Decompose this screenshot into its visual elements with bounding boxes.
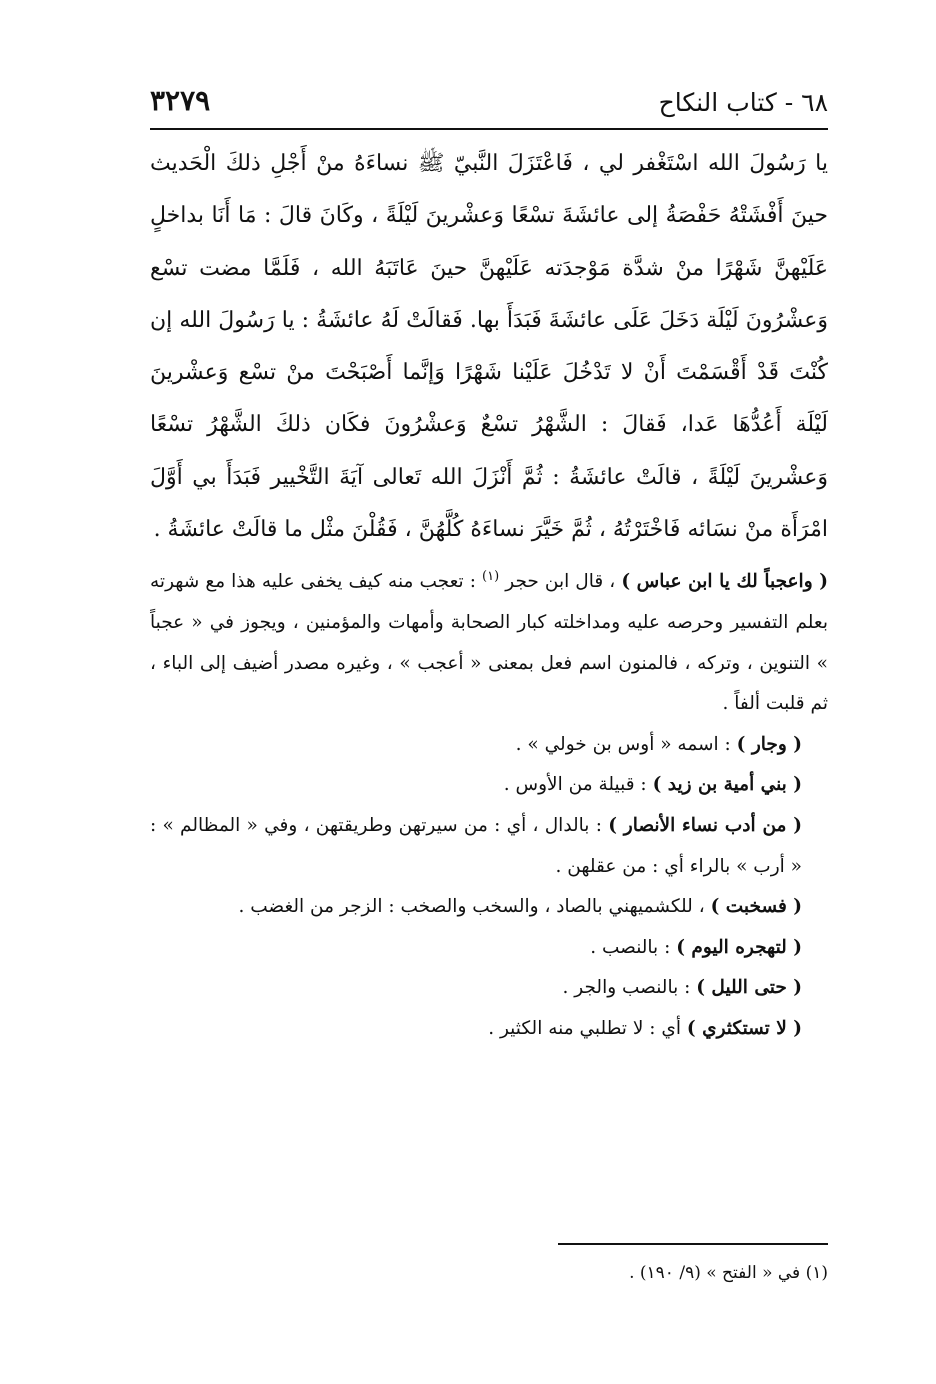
note-1 xyxy=(150,562,828,724)
note-text: : بالدال ، أي : من سيرتهن وطريقتهن ، وفي « المظالم » : « أرب » بالراء أي : من عقلهن . xyxy=(150,814,802,877)
note-5 xyxy=(150,887,828,928)
note-term: ( لتهجره اليوم ) xyxy=(676,936,802,958)
note-text: : تعجب منه كيف يخفى عليه هذا مع شهرته بعلم التفسير وحرصه عليه ومداخلته كبار الصحابة وأمهات والمؤمنين ، ويجوز في « عجباً » التنوين ، وتركه ، فالمنون اسم فعل بمعنى « أعجب » ، وغيره مصدر أضيف إلى الباء ، ثم قلبت ألفاً . xyxy=(150,571,828,715)
note-text: : بالنصب والجر . xyxy=(562,977,697,999)
note-2 xyxy=(150,725,828,766)
hadith-text: يا رَسُولَ الله اسْتَغْفر لي ، فَاعْتَزَلَ النَّبيّ ﷺ نساءَهُ منْ أَجْلِ ذلكَ الْحَديث حينَ أَفْشَتْهُ حَفْصَةُ إلى عائشَةَ تسْعًا وَعشْرينَ لَيْلَةً ، وكَانَ قالَ : مَا أَنَا بداخلٍ عَلَيْهنَّ شَهْرًا منْ شدَّة مَوْجدَته عَلَيْهنَّ حينَ عَاتَبَهُ الله ، فَلَمَّا مضت تسْع وَعشْرُونَ لَيْلَة دَخَلَ عَلَى عائشَةَ فَبَدَأَ بها. فَقالَتْ لَهُ عائشَةُ : يا رَسُولَ الله إن كُنْتَ قَدْ أَقْسَمْتَ أَنْ لا تَدْخُلَ عَلَيْنا شَهْرًا وَإنَّما أَصْبَحْتَ منْ تسْع وَعشْرينَ لَيْلَة أَعُدُّهَا عَدا، فَقالَ : الشَّهْرُ تسْعٌ وَعشْرُونَ فكَان ذلكَ الشَّهْرُ تسْعًا وَعشْرينَ لَيْلَةً ، قالَتْ عائشَةُ : ثُمَّ أَنْزَلَ الله تَعالى آيَةَ التَّخْيير فَبَدَأَ بي أَوَّلَ امْرَأَة منْ نسَائه فَاخْتَرْتُهُ ، ثُمَّ خَيَّرَ نساءَهُ كُلَّهُنَّ ، فَقُلْنَ مثْل ما قالَتْ عائشَةُ . xyxy=(150,151,828,543)
note-6 xyxy=(150,928,828,969)
note-term: ( وجار ) xyxy=(736,733,802,755)
note-term: ( فسخبت ) xyxy=(710,896,802,918)
note-3 xyxy=(150,765,828,806)
footnote-rule xyxy=(558,1243,828,1245)
note-term: ( بني أمية بن زيد ) xyxy=(652,774,802,796)
header-rule xyxy=(150,128,828,130)
note-text: : بالنصب . xyxy=(590,936,677,958)
note-term: ( لا تستكثري ) xyxy=(686,1017,802,1039)
note-text: ، للكشميهني بالصاد ، والسخب والصخب : الزجر من الغضب . xyxy=(238,896,711,918)
note-text: أي : لا تطلبي منه الكثير . xyxy=(488,1017,687,1039)
note-text: : قبيلة من الأوس . xyxy=(503,774,653,796)
note-7 xyxy=(150,968,828,1009)
page-number: ٣٢٧٩ xyxy=(150,84,211,117)
note-term: ( من أدب نساء الأنصار ) xyxy=(608,814,803,836)
note-text: : اسمه « أوس بن خولي » . xyxy=(515,733,737,755)
note-term: ( واعجباً لك يا ابن عباس ) xyxy=(621,571,828,593)
page-header xyxy=(150,84,828,128)
note-4 xyxy=(150,806,828,887)
note-term: ( حتى الليل ) xyxy=(696,977,802,999)
running-title: ٦٨ - كتاب النكاح xyxy=(658,88,828,117)
note-text: ، قال ابن حجر xyxy=(499,571,622,593)
footnote-ref: (١) xyxy=(482,569,500,585)
note-8 xyxy=(150,1009,828,1050)
footnote: (١) في « الفتح » (٩/ ١٩٠) . xyxy=(629,1263,828,1283)
page-body xyxy=(150,138,828,1050)
